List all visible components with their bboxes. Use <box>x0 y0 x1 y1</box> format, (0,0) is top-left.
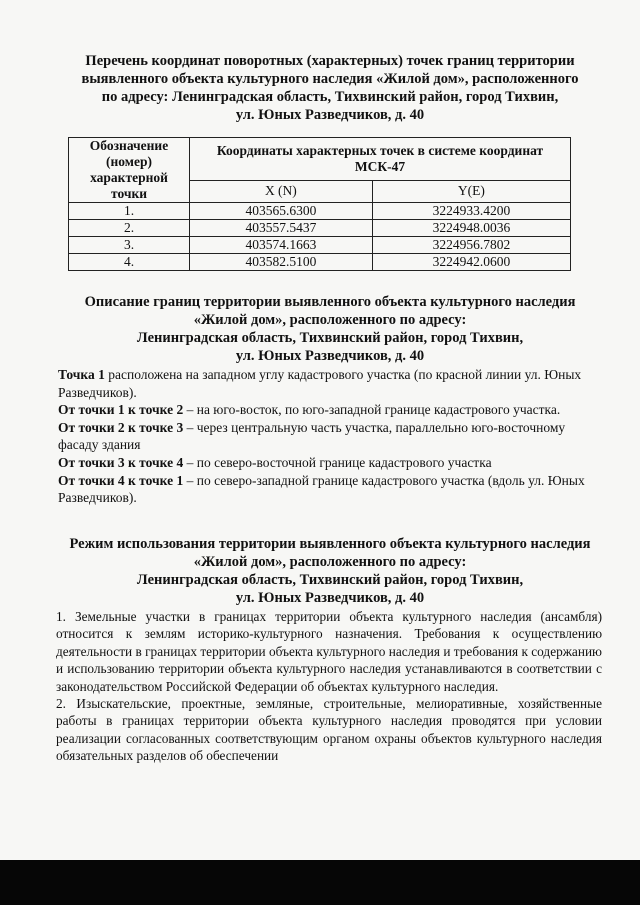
x-value: 403574.1663 <box>190 237 373 254</box>
title-line: ул. Юных Разведчиков, д. 40 <box>235 348 425 364</box>
boundary-description <box>58 366 598 507</box>
title-line: Ленинградская область, Тихвинский район, город Тихвин, <box>136 572 524 588</box>
description-title <box>40 293 620 365</box>
regime-title <box>40 535 620 607</box>
description-item <box>58 419 598 454</box>
regime-text <box>56 608 602 765</box>
coordinates-title <box>40 52 620 124</box>
regime-paragraph: 1. Земельные участки в границах территории объекта культурного наследия (ансамбля) относится к землям историко-культурного назначения. Требования к осуществлению деятельности в границах территории объекта культурного наследия и требования к содержанию и использованию территории объекта культурного наследия устанавливаются в соответствии с законодательством Российской Федерации об объектах культурного наследия. <box>56 609 602 694</box>
title-line: ул. Юных Разведчиков, д. 40 <box>235 590 425 606</box>
description-item <box>58 472 598 507</box>
header-point-number: Обозначение (номер) характерной точки <box>69 138 190 203</box>
table-row <box>69 203 571 220</box>
description-label: От точки 3 к точке 4 <box>58 454 184 470</box>
description-text: – по северо-восточной границе кадастрового участка <box>183 454 492 470</box>
coordinates-table <box>68 137 571 271</box>
y-value: 3224956.7802 <box>372 237 570 254</box>
title-line: ул. Юных Разведчиков, д. 40 <box>235 107 425 123</box>
description-label: Точка 1 <box>58 367 105 382</box>
description-text: – через центральную часть участка, параллельно юго-восточному фасаду здания <box>58 419 566 453</box>
title-line: Перечень координат поворотных (характерных) точек границ территории <box>85 53 575 69</box>
title-line: «Жилой дом», расположенного по адресу: <box>193 312 467 328</box>
header-coordinates: Координаты характерных точек в системе координат МСК-47 <box>190 138 571 181</box>
description-text: – по северо-западной границе кадастрового участка (вдоль ул. Юных Разведчиков). <box>58 472 585 506</box>
point-number: 4. <box>69 254 190 271</box>
title-line: Ленинградская область, Тихвинский район, город Тихвин, <box>136 330 524 346</box>
y-value: 3224942.0600 <box>372 254 570 271</box>
description-label: От точки 4 к точке 1 <box>58 472 184 488</box>
point-number: 1. <box>69 203 190 220</box>
description-label: От точки 1 к точке 2 <box>58 402 184 418</box>
description-label: От точки 2 к точке 3 <box>58 419 184 435</box>
x-value: 403565.6300 <box>190 203 373 220</box>
y-value: 3224948.0036 <box>372 220 570 237</box>
x-value: 403582.5100 <box>190 254 373 271</box>
point-number: 2. <box>69 220 190 237</box>
title-line: Режим использования территории выявленного объекта культурного наследия <box>69 536 591 552</box>
description-text: расположена на западном углу кадастрового участка (по красной линии ул. Юных Разведчиков). <box>58 367 582 400</box>
description-item <box>58 401 598 419</box>
description-text: – на юго-восток, по юго-западной границе кадастрового участка. <box>183 402 561 418</box>
scan-border <box>0 860 640 905</box>
title-line: по адресу: Ленинградская область, Тихвинский район, город Тихвин, <box>101 89 559 105</box>
point-number: 3. <box>69 237 190 254</box>
title-line: «Жилой дом», расположенного по адресу: <box>193 554 467 570</box>
header-y: Y(E) <box>372 180 570 202</box>
header-x: X (N) <box>190 180 373 202</box>
description-item <box>58 454 598 472</box>
title-line: Описание границ территории выявленного объекта культурного наследия <box>84 294 576 310</box>
x-value: 403557.5437 <box>190 220 373 237</box>
regime-paragraph: 2. Изыскательские, проектные, земляные, строительные, мелиоративные, хозяйственные работы в границах территории объекта культурного наследия проводятся при условии реализации согласованных соответствующим органом охраны объектов культурного наследия обязательных разделов об обеспечении <box>56 696 602 764</box>
description-item <box>58 366 598 401</box>
table-row <box>69 254 571 271</box>
table-row <box>69 220 571 237</box>
table-row <box>69 237 571 254</box>
y-value: 3224933.4200 <box>372 203 570 220</box>
title-line: выявленного объекта культурного наследия «Жилой дом», расположенного <box>81 71 579 87</box>
